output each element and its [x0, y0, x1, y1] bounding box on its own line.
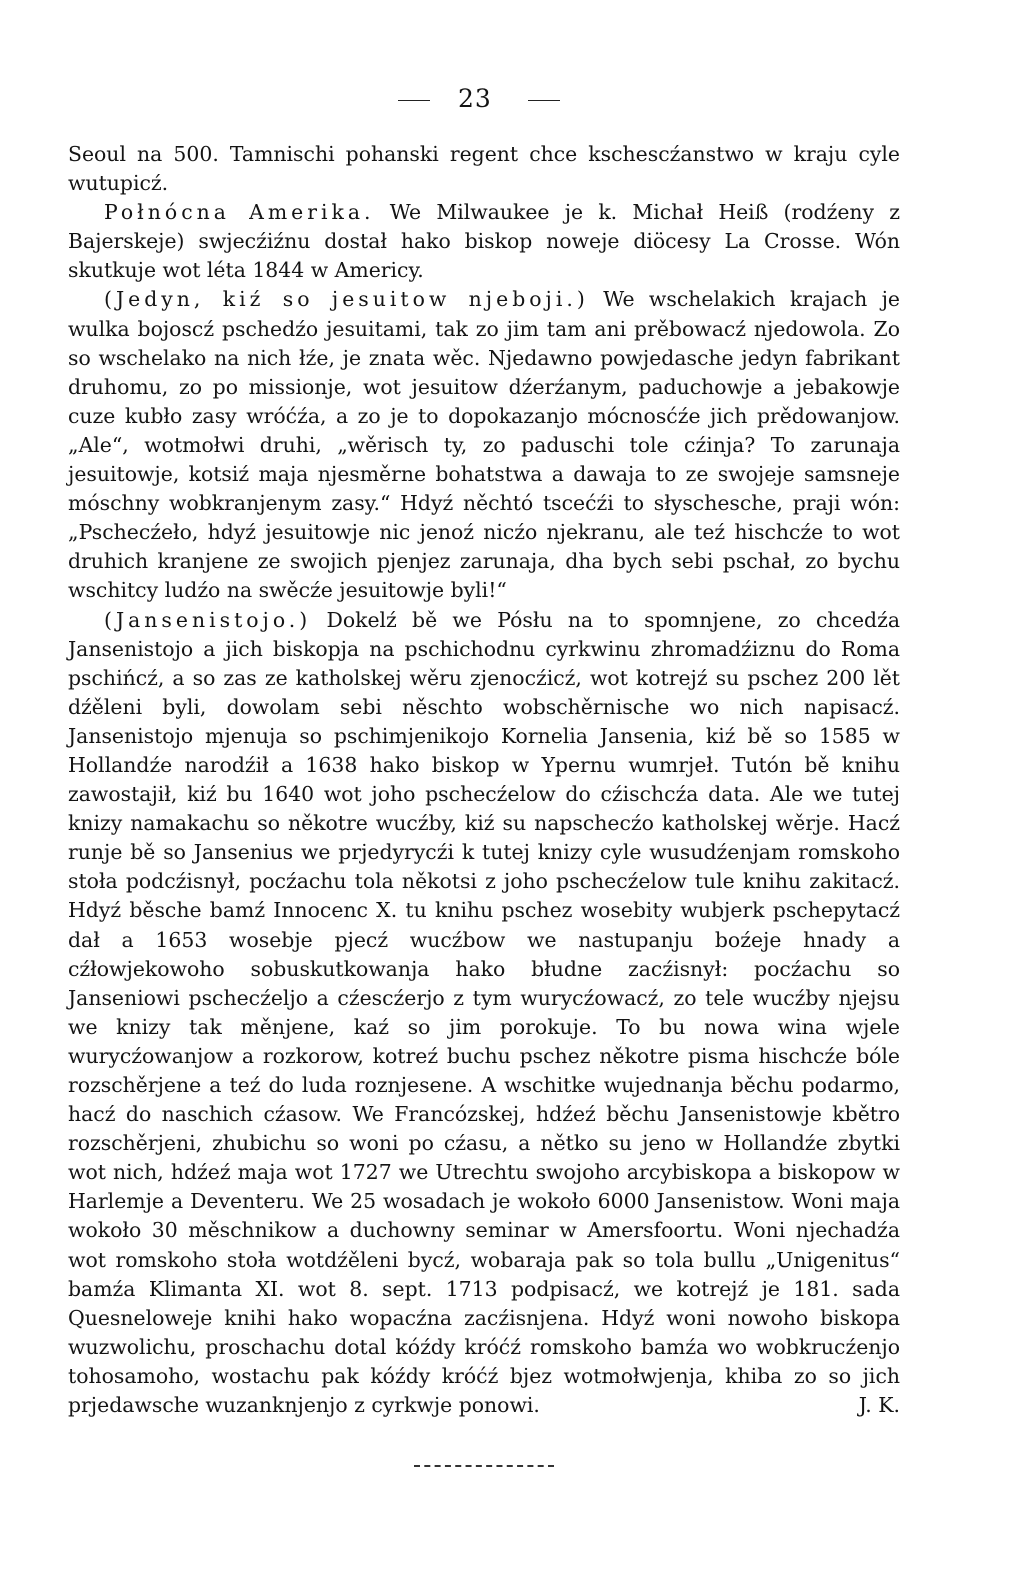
paragraph-jesuits-text: We wschelakich krajach je wulka bojoscź pschedźo jesuitami, tak zo jim tam ani prěbowacź njedowola. Zo so wschelako na nich łźe, je znata wěc. Njedawno powjedasche jedyn fabrikant druhomu, zo po missionje, wot jesuitow dźerźanym, paduchowje a jebakowje cuze kubło zasy wróćźa, a zo je to dopokazanjo mócnosćźe jich prědowanjow. „Ale“, wotmołwi druhi, „wěrisch ty, zo paduschi tole cźinja? To zarunaja jesuitowje, kotsiź maja njesměrne bohatstwa a dawaja to ze swojeje samsneje móschny wobkranjenym zasy.“ Hdyź něchtó tscećźi to słyschesche, praji wón: „Pschecźeło, hdyź jesuitowje nic jenoź nicźo njekranu, ale teź hischcźe to wot druhich kranjene ze swojich pjenjez zarunaja, dha bych sebi pschał, zo bychu wschitcy ludźo na swěcźe jesuitowje byli!“	[68, 287, 900, 603]
paragraph-north-america-text: We Milwaukee je k. Michał Heiß (rodźeny z Bajerskeje) swjecźiźnu dostał hako biskop noweje diöcesy La Crosse. Wón skutkuje wot léta 1844 w Americy.	[68, 200, 901, 283]
page-number: 23	[458, 84, 492, 113]
section-heading-jesuits: (Jedyn, kiź so jesuitow njeboji.)	[104, 287, 589, 312]
paragraph-seoul-text: Seoul na 500. Tamnischi pohanski regent chce kschescźanstwo w kraju cyle wutupicź.	[68, 142, 900, 196]
paragraph-north-america	[68, 198, 900, 285]
end-divider	[414, 1465, 554, 1467]
paragraph-jansenists-text: Dokelź bě we Pósłu na to spomnjene, zo chcedźa Jansenistojo a jich biskopja na pschichodnu cyrkwinu zhromadźiznu do Roma pschińcź, a so zas ze katholskej wěru zjenocźicź, wot kotrejź su pschez 200 lět dźěleni byli, dowolam sebi něschto wobschěrnische wo nich napisacź. Jansenistojo mjenuja so pschimjenikojo Kornelia Jansenia, kiź bě so 1585 w Hollandźe narodźił a 1638 hako biskop w Ypernu wumrjeł. Tutón bě knihu zawostajił, kiź bu 1640 wot joho pschecźelow do cźischcźa data. Ale we tutej knizy namakachu so někotre wucźby, kiź su napschecźo katholskej wěrje. Hacź runje bě so Jansenius we prjedyrycźi k tutej knizy cyle wusudźenjam romskoho stoła podcźisnył, pocźachu tola někotsi z joho pschecźelow tule knihu zakitacź. Hdyź běsche bamź Innocenc X. tu knihu pschez wosebity wubjerk pschepytacź dał a 1653 wosebje pjecź wucźbow we nastupanju boźeje hnady a cźłowjekowoho sobuskutkowanja hako błudne zacźisnył: pocźachu so Janseniowi pschecźeljo a cźescźerjo z tym wurycźowacź, zo tele wucźby njejsu we knizy tak měnjene, kaź so jim porokuje. To bu nowa wina wjele wurycźowanjow a rozkorow, kotreź buchu pschez někotre pisma hischcźe bóle rozschěrjene a teź do luda roznjesene. A wschitke wujednanja běchu podarmo, hacź do naschich cźasow. We Francózskej, hdźeź běchu Jansenistowje kbětro rozschěrjeni, zhubichu so woni po cźasu, a nětko su jeno w Hollandźe zbytki wot nich, hdźeź maja wot 1727 we Utrechtu swojoho arcybiskopa a biskopow w Harlemje a Deventeru. We 25 wosadach je wokoło 6000 Jansenistow. Woni maja wokoło 30 měschnikow a duchowny seminar w Amersfoortu. Woni njechadźa wot romskoho stoła wotdźěleni bycź, wobaraja pak so tola bullu „Unigenitus“ bamźa Klimanta XI. wot 8. sept. 1713 podpisacź, we kotrejź je 181. sada Quesneloweje knihi hako wopacźna zacźisnjena. Hdyź woni nowoho biskopa wuzwolichu, proschachu dotal kóźdy króćź romskoho bamźa wo wobkrucźenjo tohosamoho, wostachu pak kóźdy króćź bjez wotmołwjenja, khiba zo so jich prjedawsche wuzanknjenjo z cyrkwje ponowi.	[68, 607, 900, 1418]
header-dash-right	[528, 100, 560, 101]
paragraph-seoul	[68, 140, 900, 198]
author-signature: J. K.	[858, 1393, 900, 1418]
document-page	[68, 0, 900, 1587]
page-header	[68, 84, 900, 118]
section-heading-jansenists: (Jansenistojo.)	[104, 607, 312, 632]
paragraph-jesuits	[68, 285, 900, 605]
section-heading-north-america: Połnócna Amerika.	[104, 200, 375, 225]
paragraph-jansenists	[68, 606, 900, 1421]
header-dash-left	[398, 100, 430, 101]
article-body	[68, 140, 900, 1420]
